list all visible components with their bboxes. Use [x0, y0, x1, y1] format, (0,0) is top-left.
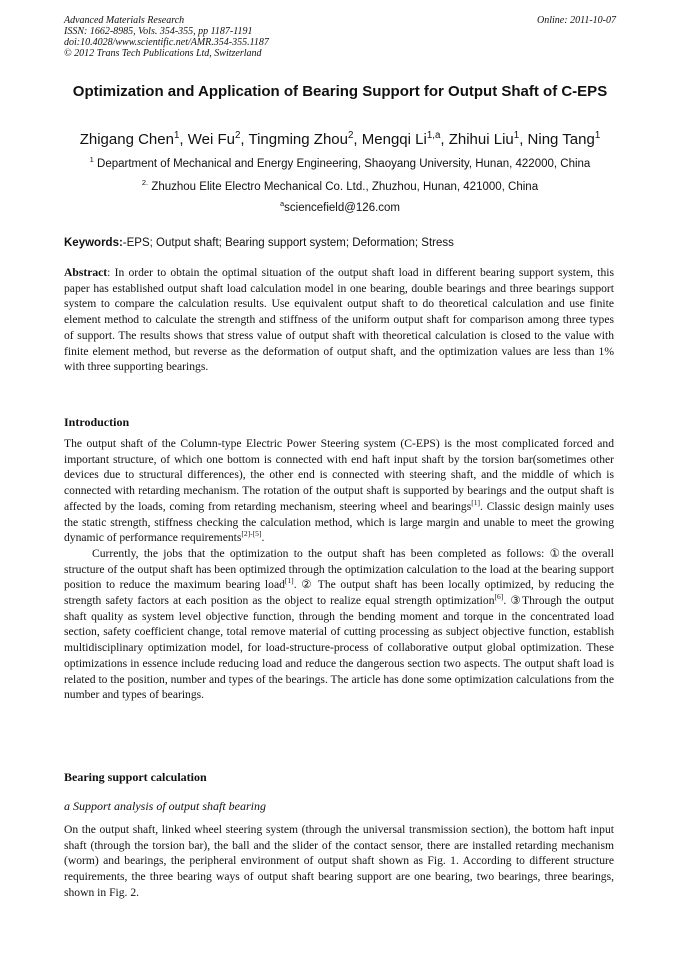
- issn-line: ISSN: 1662-8985, Vols. 354-355, pp 1187-1191: [64, 26, 253, 37]
- abstract: [64, 265, 614, 375]
- journal-name: Advanced Materials Research: [64, 15, 185, 26]
- online-date: Online: 2011-10-07: [537, 15, 616, 26]
- paragraph: On the output shaft, linked wheel steering system (through the universal transmission section), the bottom haft input shaft (through the torsion bar), the ball and the slider of the contact sensor, there are installed retarding mechanism (worm) and bearings, the peripheral environment of output shaft shown as Fig. 1. According to different structure requirements, the three bearing ways of output shaft bearing support are one bearing, two bearings, three bearings, shown in Fig. 2.: [64, 823, 614, 899]
- author: Tingming Zhou$^2$,: [248, 130, 362, 148]
- keywords: [64, 236, 624, 250]
- bearing-section-heading: Bearing support calculation: [64, 770, 207, 784]
- affiliation-1: $^1$ Department of Mechanical and Energy Engineering, Shaoyang University, Hunan, 422000, China: [89, 155, 591, 170]
- citation: [6]: [494, 592, 504, 602]
- keywords-text: -EPS; Output shaft; Bearing support system; Deformation; Stress: [122, 237, 454, 249]
- author: Zhigang Chen$^1$,: [79, 130, 188, 148]
- author-list: [64, 130, 616, 150]
- author-email: $^a$sciencefield@126.com: [279, 199, 401, 214]
- author: Zhihui Liu$^1$,: [448, 130, 528, 148]
- doi-line: doi:10.4028/www.scientific.net/AMR.354-355.1187: [64, 37, 269, 48]
- citation: [1]: [284, 576, 294, 586]
- author: Ning Tang$^1$: [527, 130, 601, 148]
- citation: [1]: [471, 497, 480, 507]
- keywords-label: Keywords:: [64, 237, 123, 249]
- abstract-text: : In order to obtain the optimal situation of the output shaft load in different bearing support system, this paper has established output shaft load calculation model in one bearing, double bearings and three bearings support system to compare the calculation results. Use equivalent output shaft to do theoretical calculation and use finite element method to calculate the strength and stiffness of the uniform output shaft for comparison among three types of support. The results shows that stress value of output shaft with theoretical calculation is closed to the value with finite element method, but reverse as the deformation of output shaft, and the optimization values are less than 1% with three supporting bearings.: [64, 266, 614, 374]
- bearing-section-body: [64, 822, 614, 901]
- abstract-label: Abstract: [64, 266, 108, 279]
- copyright-line: © 2012 Trans Tech Publications Ltd, Switzerland: [64, 48, 262, 59]
- paper-title: Optimization and Application of Bearing Support for Output Shaft of C-EPS: [72, 83, 608, 100]
- introduction-heading: Introduction: [64, 415, 130, 429]
- author: Wei Fu$^2$,: [187, 130, 249, 148]
- journal-header: [64, 15, 616, 59]
- affiliation-2: $^{2.}$ Zhuzhou Elite Electro Mechanical Co. Ltd., Zhuzhou, Hunan, 421000, China: [141, 178, 539, 193]
- paragraph: Currently, the jobs that the optimization to the output shaft has been completed as follows: ①the overall structure of the output shaft has been optimized through the optimization calculation to the load at the bearing support position to reduce the maximum bearing load[1]. ② The output shaft has been locally optimized, by reducing the strength safety factors at each position as the object to realize equal strength optimization[6]. ③Through the output shaft quality as system level objective function, through the bending moment and torque in the concentrated load section, safety coefficient change, total remove material of cutting processing as subject objective function, establish multidisciplinary optimization model, for load-structure-process of collaborative output global optimization. These optimizations in essence include reducing load and reduce the dangerous section two aspects. The output shaft load is related to the position, number and types of the bearings. The article has done some optimization calculations from the number and types of bearings.: [64, 546, 614, 702]
- author: Mengqi Li$^{1,a}$,: [361, 130, 449, 148]
- citation: [2]-[5]: [241, 529, 262, 539]
- introduction-body: [64, 436, 614, 703]
- bearing-subsection-heading: a Support analysis of output shaft bearing: [64, 799, 267, 813]
- paragraph: The output shaft of the Column-type Electric Power Steering system (C-EPS) is the most complicated forced and important structure, of which one bottom is connected with end haft input shaft by the torsion bar(sometimes other devices due to structural differences), the other end is connected with steering shaft, and the middle of which is connected with retarding mechanism. The rotation of the output shaft is supported by bearings and the output shaft is affected by the loads, coming from retarding mechanism, steering wheel and bearings[1]. Classic design mainly uses the static strength, stiffness checking the calculation method, which is large margin and unable to meet the growing dynamic of performance requirements[2]-[5].: [64, 437, 614, 545]
